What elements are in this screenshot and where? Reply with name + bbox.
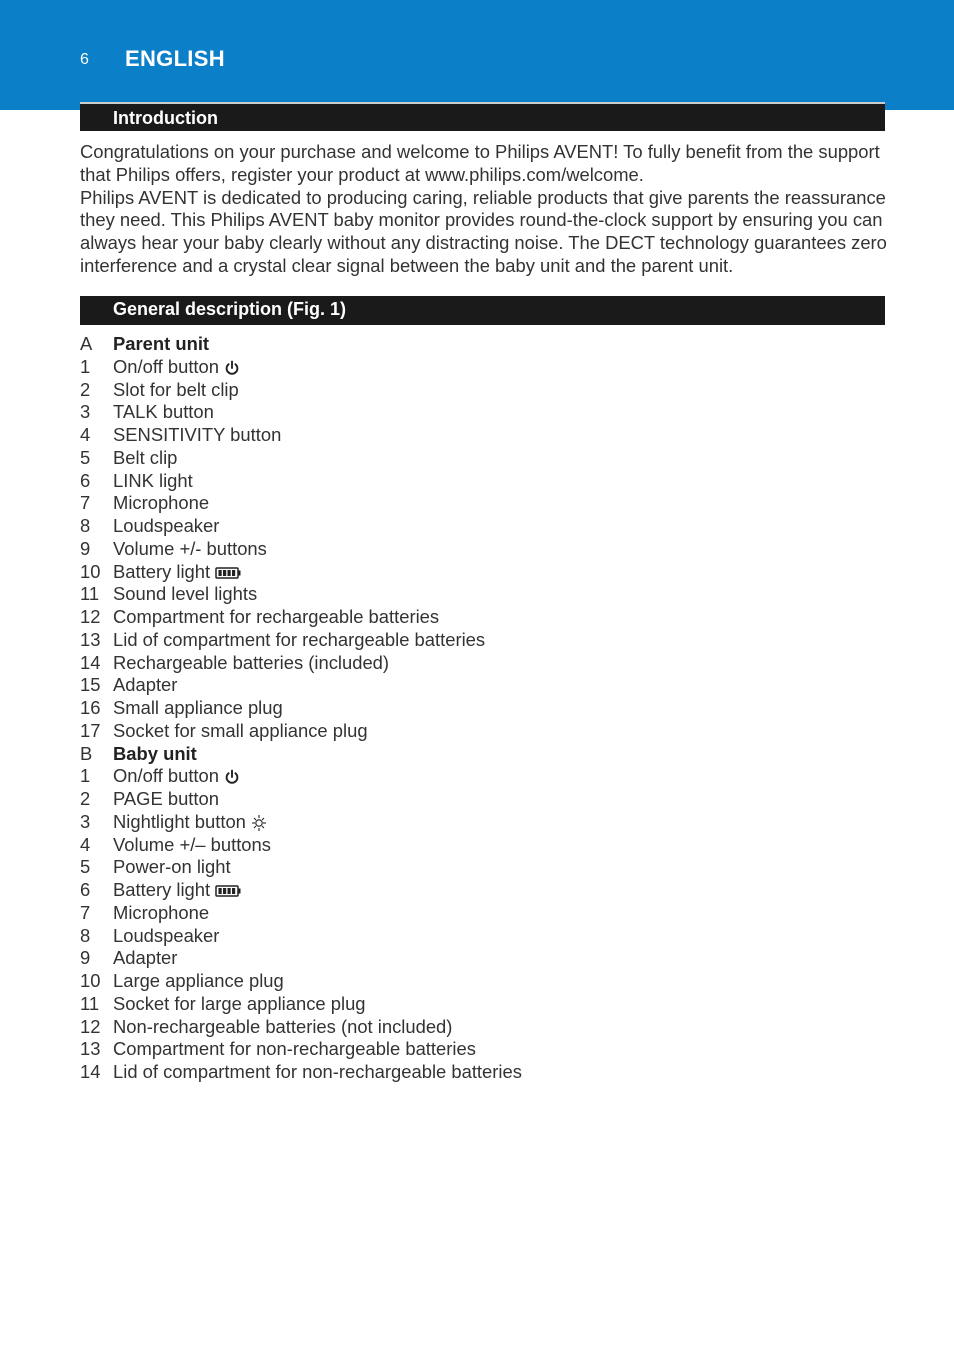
list-item-text-wrap	[113, 879, 241, 902]
list-item-label: LINK light	[113, 469, 193, 491]
list-item-text-wrap	[113, 674, 177, 697]
list-item	[80, 720, 860, 743]
list-item-number: 14	[80, 651, 101, 673]
power-icon	[224, 769, 240, 785]
list-item-label: Non-rechargeable batteries (not included)	[113, 1015, 453, 1037]
list-item-label: PAGE button	[113, 788, 219, 809]
list-item-number: 2	[80, 788, 91, 809]
list-item-number: 9	[80, 537, 91, 559]
list-item-text-wrap	[113, 925, 219, 948]
battery-icon	[215, 885, 241, 897]
list-heading: Baby unit	[113, 742, 197, 764]
list-item-label: Adapter	[113, 674, 178, 696]
list-item-text-wrap	[113, 356, 240, 379]
list-item-number: 2	[80, 378, 91, 400]
list-item-label: Loudspeaker	[113, 515, 220, 536]
list-item	[80, 811, 860, 834]
list-item	[80, 856, 860, 879]
list-item-number: 5	[80, 446, 91, 468]
list-item-label: Large appliance plug	[113, 970, 284, 991]
list-item-number: 13	[80, 1038, 101, 1060]
list-item	[80, 1016, 860, 1039]
list-item-number: 4	[80, 424, 91, 445]
list-item	[80, 515, 860, 538]
list-item	[80, 652, 860, 675]
baby-unit-heading	[80, 743, 860, 766]
list-item-label: Adapter	[113, 947, 178, 969]
list-item-label: Lid of compartment for non-rechargeable batteries	[113, 1061, 522, 1082]
list-item-label: Microphone	[113, 901, 210, 923]
list-item-number: 9	[80, 947, 91, 969]
list-item-text-wrap	[113, 561, 241, 584]
list-item-label: Lid of compartment for rechargeable batteries	[113, 628, 486, 650]
list-item-label: Battery light	[113, 560, 211, 582]
intro-paragraph-2: Philips AVENT is dedicated to producing caring, reliable products that give parents the reassurance they need. This Philips AVENT baby monitor provides round-the-clock support by ensuring you can always hear your baby clearly without any distracting noise. The DECT technology guarantees zero interference and a crystal clear signal between the baby unit and the parent unit.	[80, 186, 887, 276]
page-number: 6	[80, 51, 89, 68]
list-item-text-wrap	[113, 970, 284, 993]
list-item-text-wrap	[113, 856, 231, 879]
list-item	[80, 424, 860, 447]
nightlight-icon	[251, 814, 267, 832]
list-item-label: Compartment for non-rechargeable batteries	[113, 1038, 476, 1060]
list-item-label: Compartment for rechargeable batteries	[113, 606, 440, 627]
list-item-text-wrap	[113, 606, 439, 629]
list-item	[80, 902, 860, 925]
list-item	[80, 970, 860, 993]
list-item-number: 11	[80, 583, 100, 605]
list-item-label: Battery light	[113, 879, 211, 900]
list-item-text-wrap	[113, 470, 193, 493]
list-item	[80, 674, 860, 697]
language-heading: ENGLISH	[125, 46, 225, 71]
list-item	[80, 492, 860, 515]
list-item-number: 7	[80, 492, 91, 514]
section-bar-introduction	[80, 102, 885, 131]
list-item-label: Rechargeable batteries (included)	[113, 651, 390, 673]
list-item-number: 8	[80, 924, 91, 946]
parts-list	[80, 333, 860, 1084]
list-item-label: SENSITIVITY button	[113, 424, 282, 445]
list-item-number: 10	[80, 970, 101, 991]
list-item-text-wrap	[113, 697, 283, 720]
list-item-number: 14	[80, 1061, 101, 1082]
list-item	[80, 947, 860, 970]
list-item-text-wrap	[113, 788, 219, 811]
list-item-text-wrap	[113, 447, 177, 470]
list-item-text-wrap	[113, 834, 271, 857]
list-item-label: Nightlight button	[113, 810, 246, 832]
list-item-label: Microphone	[113, 492, 210, 514]
list-item-number: 6	[80, 469, 91, 491]
list-item	[80, 993, 860, 1016]
power-icon	[224, 360, 240, 376]
list-item-text-wrap	[113, 424, 281, 447]
section-title-introduction: Introduction	[113, 108, 218, 128]
list-item-label: Volume +/- buttons	[113, 537, 267, 559]
intro-paragraph-1: Congratulations on your purchase and welcome to Philips AVENT! To fully benefit from the support that Philips offers, register your product at www.philips.com/welcome.	[80, 141, 880, 185]
list-item-text-wrap	[113, 1016, 452, 1039]
introduction-body	[80, 141, 890, 278]
list-item-text-wrap	[113, 902, 209, 925]
list-item-text-wrap	[113, 720, 368, 743]
list-item	[80, 879, 860, 902]
list-item-text-wrap	[113, 1061, 522, 1084]
list-item-number: 12	[80, 606, 101, 627]
list-item-text-wrap	[113, 583, 257, 606]
list-item-number: 3	[80, 401, 91, 423]
list-item	[80, 606, 860, 629]
list-item-label: Power-on light	[113, 856, 231, 878]
list-item-number: 11	[80, 992, 100, 1014]
section-title-general-description: General description (Fig. 1)	[113, 299, 347, 319]
list-item-number: 12	[80, 1015, 101, 1037]
list-item-label: Slot for belt clip	[113, 378, 239, 400]
list-letter: B	[80, 742, 93, 764]
list-item-number: 13	[80, 628, 101, 650]
list-item	[80, 834, 860, 857]
list-item	[80, 765, 860, 788]
list-item	[80, 583, 860, 606]
list-item-label: Loudspeaker	[113, 924, 220, 946]
list-item-label: Sound level lights	[113, 583, 258, 605]
list-item-number: 5	[80, 856, 91, 878]
list-item	[80, 788, 860, 811]
list-item-text-wrap	[113, 538, 267, 561]
list-item	[80, 925, 860, 948]
list-item-text-wrap	[113, 947, 177, 970]
list-item-number: 3	[80, 810, 91, 832]
battery-icon	[215, 567, 241, 579]
list-item-number: 1	[80, 765, 91, 787]
list-item-number: 1	[80, 355, 91, 377]
list-item	[80, 561, 860, 584]
list-item-text-wrap	[113, 492, 209, 515]
list-item-text-wrap	[113, 515, 219, 538]
list-item-label: Socket for small appliance plug	[113, 719, 368, 741]
list-item-label: On/off button	[113, 355, 219, 377]
list-item-number: 4	[80, 833, 91, 855]
list-item	[80, 379, 860, 402]
list-item-text-wrap	[113, 1038, 476, 1061]
list-item-number: 10	[80, 560, 101, 582]
list-item	[80, 538, 860, 561]
list-item-number: 15	[80, 674, 101, 696]
list-item	[80, 356, 860, 379]
list-item-text-wrap	[113, 811, 267, 834]
list-item-label: Small appliance plug	[113, 697, 283, 718]
list-item	[80, 1061, 860, 1084]
list-item-number: 8	[80, 515, 91, 536]
list-item-text-wrap	[113, 401, 214, 424]
list-item	[80, 447, 860, 470]
list-item-number: 6	[80, 879, 91, 900]
list-item	[80, 629, 860, 652]
list-item-number: 17	[80, 719, 101, 741]
list-item-text-wrap	[113, 379, 239, 402]
list-item-label: TALK button	[113, 401, 214, 423]
list-item-text-wrap	[113, 993, 366, 1016]
list-item-text-wrap	[113, 629, 485, 652]
list-item	[80, 1038, 860, 1061]
list-item-label: On/off button	[113, 765, 219, 787]
list-item	[80, 470, 860, 493]
list-item-label: Belt clip	[113, 446, 178, 468]
list-item-text-wrap	[113, 765, 240, 788]
section-bar-general-description	[80, 296, 885, 325]
list-item-number: 7	[80, 901, 91, 923]
list-item-text-wrap	[113, 652, 389, 675]
list-item	[80, 697, 860, 720]
list-heading: Parent unit	[113, 333, 210, 354]
parent-unit-heading	[80, 333, 860, 356]
list-item-label: Socket for large appliance plug	[113, 992, 366, 1014]
list-letter: A	[80, 333, 93, 354]
list-item	[80, 401, 860, 424]
list-item-label: Volume +/– buttons	[113, 833, 271, 855]
list-item-number: 16	[80, 697, 101, 718]
